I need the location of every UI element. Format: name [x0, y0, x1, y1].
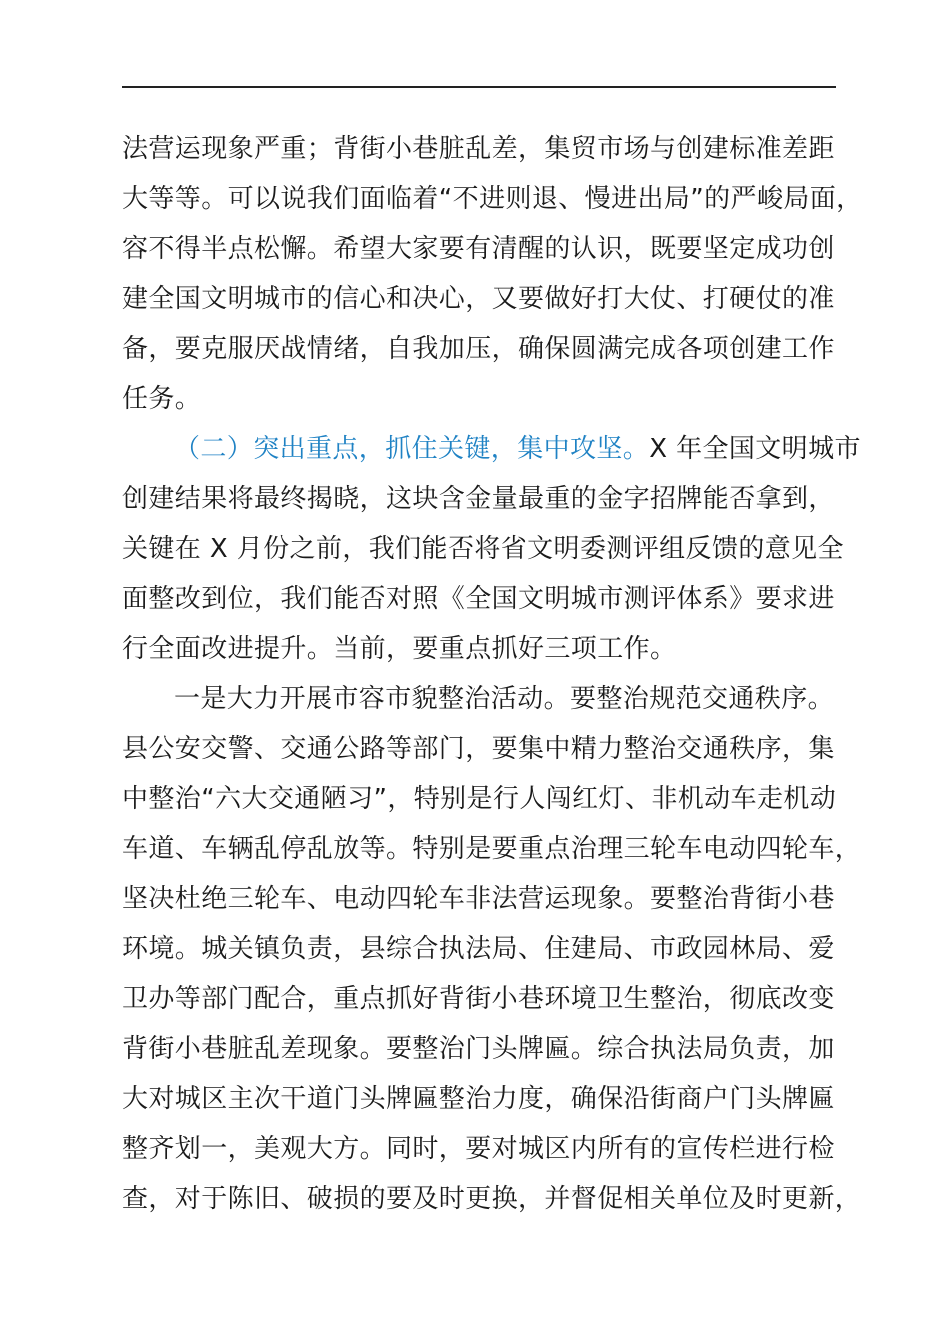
text-line: 法营运现象严重；背街小巷脏乱差，集贸市场与创建标准差距 — [122, 134, 835, 164]
text-line: 卫办等部门配合，重点抓好背街小巷环境卫生整治，彻底改变 — [122, 984, 835, 1014]
text-line: 县公安交警、交通公路等部门，要集中精力整治交通秩序，集 — [122, 734, 835, 764]
text-line: 坚决杜绝三轮车、电动四轮车非法营运现象。要整治背街小巷 — [122, 884, 835, 914]
text-line: 查，对于陈旧、破损的要及时更换，并督促相关单位及时更新， — [122, 1184, 862, 1214]
text-line: 建全国文明城市的信心和决心，又要做好打大仗、打硬仗的准 — [122, 284, 835, 314]
text-line: 大等等。可以说我们面临着“不进则退、慢进出局”的严峻局面， — [122, 184, 863, 214]
section-2-heading: （二）突出重点，抓住关键，集中攻坚。 — [174, 434, 650, 464]
header-divider — [122, 86, 836, 88]
item-1-first-line: 一是大力开展市容市貌整治活动。要整治规范交通秩序。 — [174, 684, 835, 714]
text-line: 整齐划一，美观大方。同时，要对城区内所有的宣传栏进行检 — [122, 1134, 835, 1164]
text-line: 任务。 — [122, 384, 202, 414]
text-line: 车道、车辆乱停乱放等。特别是要重点治理三轮车电动四轮车， — [122, 834, 862, 864]
text-line: 背街小巷脏乱差现象。要整治门头牌匾。综合执法局负责，加 — [122, 1034, 835, 1064]
text-line: 中整治“六大交通陋习”，特别是行人闯红灯、非机动车走机动 — [122, 784, 837, 814]
text-line: 大对城区主次干道门头牌匾整治力度，确保沿街商户门头牌匾 — [122, 1084, 835, 1114]
text-line: 面整改到位，我们能否对照《全国文明城市测评体系》要求进 — [122, 584, 835, 614]
section-2-first-line — [174, 429, 914, 469]
text-line: 行全面改进提升。当前，要重点抓好三项工作。 — [122, 634, 677, 664]
text-line: 创建结果将最终揭晓，这块含金量最重的金字招牌能否拿到， — [122, 484, 835, 514]
text-line: 容不得半点松懈。希望大家要有清醒的认识，既要坚定成功创 — [122, 234, 835, 264]
section-2-heading-continuation: X 年全国文明城市 — [649, 434, 861, 464]
text-line: 备，要克服厌战情绪，自我加压，确保圆满完成各项创建工作 — [122, 334, 835, 364]
text-line: 关键在 X 月份之前，我们能否将省文明委测评组反馈的意见全 — [122, 534, 844, 564]
text-line: 环境。城关镇负责，县综合执法局、住建局、市政园林局、爱 — [122, 934, 835, 964]
